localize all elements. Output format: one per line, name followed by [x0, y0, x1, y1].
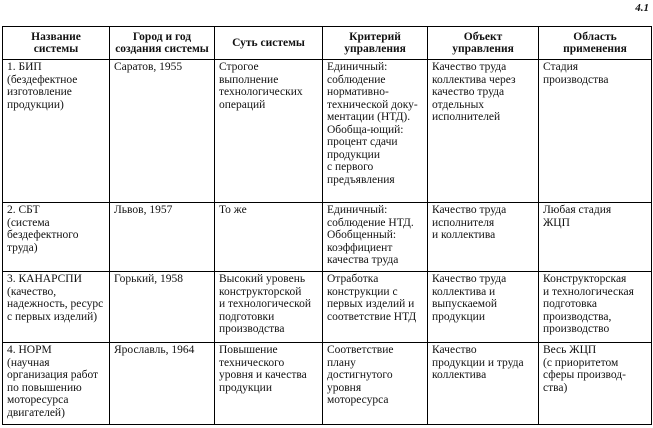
header-line: Название	[31, 30, 81, 43]
cell-line: Качество труда	[432, 273, 507, 285]
cell-line: Соответствие	[327, 344, 394, 356]
cell-line: двигателей)	[7, 406, 65, 419]
cell-line: моторесурса	[7, 394, 69, 406]
cell-line: изготовление	[7, 86, 72, 98]
cell-line: сферы производ-	[543, 369, 626, 381]
cell-line: соблюдение	[327, 73, 386, 86]
cell-line: конструкторской	[219, 285, 302, 298]
header-line: создания системы	[115, 43, 209, 55]
cell-line: уровня	[327, 381, 362, 394]
cell-line: ства)	[543, 381, 568, 394]
cell-application-area	[539, 272, 652, 343]
cell-line: исполнителя	[432, 216, 495, 229]
cell-line: процент сдачи	[327, 136, 398, 148]
cell-city-year	[110, 272, 215, 343]
cell-line: Качество труда	[432, 61, 507, 73]
cell-line: выпускаемой	[432, 298, 497, 310]
cell-application-area	[539, 203, 652, 272]
page-number: 4.1	[635, 2, 649, 14]
header-line: Суть системы	[232, 36, 305, 49]
cell-line: производства	[219, 323, 285, 335]
cell-line: предъявления	[327, 173, 395, 186]
header-application-area	[539, 27, 652, 60]
quality-systems-table	[2, 26, 652, 425]
cell-line: качества труда	[327, 254, 399, 266]
cell-line: продукции	[432, 310, 485, 323]
cell-line: продукции и труда	[432, 356, 524, 369]
cell-line: коллектива	[432, 369, 487, 381]
cell-line: ЖЦП	[543, 216, 570, 229]
cell-line: (научная	[7, 356, 50, 369]
cell-city-year	[110, 343, 215, 425]
cell-line: качество труда	[432, 86, 505, 98]
header-essence	[215, 27, 323, 60]
cell-line: коллектива и	[432, 285, 496, 298]
cell-line: бездефектного	[7, 229, 79, 241]
cell-line: Саратов, 1955	[114, 61, 183, 73]
cell-essence	[215, 203, 323, 272]
header-criterion	[323, 27, 428, 60]
cell-line: Единичный:	[327, 61, 388, 73]
cell-line: Отработка	[327, 273, 379, 285]
cell-line: Повышение	[219, 344, 278, 356]
cell-line: подготовка	[543, 298, 598, 310]
cell-line: коллектива через	[432, 73, 516, 86]
header-line: Объект	[463, 30, 503, 43]
cell-line: конструкции с	[327, 285, 398, 298]
cell-line: технической доку-	[327, 98, 418, 111]
cell-line: продукции)	[7, 98, 64, 111]
cell-line: Качество	[432, 344, 477, 356]
cell-line: соответствие НТД	[327, 310, 417, 323]
cell-line: технического	[219, 356, 285, 369]
cell-line: продукции	[219, 381, 272, 394]
cell-line: Стадия	[543, 61, 579, 73]
cell-application-area	[539, 343, 652, 425]
cell-criterion	[323, 203, 428, 272]
cell-line: и технологическая	[543, 285, 634, 298]
header-system-name	[3, 27, 110, 60]
cell-line: подготовки	[219, 310, 275, 323]
table-row	[3, 272, 652, 343]
cell-system-name	[3, 60, 110, 203]
header-line: Область	[573, 30, 617, 43]
cell-line: Конструкторская	[543, 273, 627, 285]
cell-line: надежность, ресурс	[7, 298, 104, 310]
header-city-year	[110, 27, 215, 60]
table-header-row	[3, 27, 652, 60]
cell-application-area	[539, 60, 652, 203]
cell-line: по повышению	[7, 381, 82, 394]
cell-line: отдельных	[432, 98, 485, 111]
table-row	[3, 203, 652, 272]
cell-line: (качество,	[7, 285, 57, 298]
header-object	[428, 27, 539, 60]
header-line: управления	[344, 43, 406, 55]
cell-line: с первых изделий)	[7, 310, 98, 323]
cell-line: с первого	[327, 161, 374, 173]
cell-line: и коллектива	[432, 229, 496, 241]
cell-line: То же	[219, 204, 247, 216]
cell-line: достигнутого	[327, 369, 393, 381]
cell-line: коэффициент	[327, 241, 393, 254]
cell-line: 4. НОРМ	[7, 344, 52, 356]
cell-line: нормативно-	[327, 86, 389, 98]
cell-line: ментации (НТД).	[327, 111, 411, 123]
cell-line: Любая стадия	[543, 204, 612, 216]
cell-essence	[215, 343, 323, 425]
cell-line: первых изделий и	[327, 298, 415, 310]
cell-line: организация работ	[7, 369, 99, 381]
cell-line: продукции	[327, 148, 380, 161]
cell-line: труда)	[7, 241, 38, 254]
cell-line: Строгое	[219, 61, 259, 73]
table-row	[3, 60, 652, 203]
cell-line: Ярославль, 1964	[114, 344, 195, 356]
cell-object	[428, 203, 539, 272]
cell-criterion	[323, 60, 428, 203]
cell-essence	[215, 60, 323, 203]
cell-criterion	[323, 272, 428, 343]
cell-line: Единичный:	[327, 204, 388, 216]
header-line: применения	[563, 43, 627, 55]
cell-line: уровня и качества	[219, 369, 307, 381]
cell-system-name	[3, 203, 110, 272]
cell-line: технологических	[219, 86, 303, 98]
cell-line: Горький, 1958	[114, 273, 184, 285]
cell-system-name	[3, 343, 110, 425]
cell-line: соблюдение НТД.	[327, 216, 414, 229]
cell-city-year	[110, 203, 215, 272]
cell-line: Качество труда	[432, 204, 507, 216]
header-line: Город и год	[132, 30, 192, 43]
header-line: управления	[452, 43, 514, 55]
cell-line: производства	[543, 73, 609, 86]
cell-object	[428, 272, 539, 343]
cell-line: Весь ЖЦП	[543, 344, 597, 356]
header-line: системы	[33, 43, 79, 55]
cell-line: операций	[219, 98, 266, 111]
cell-line: (с приоритетом	[543, 356, 619, 369]
cell-line: Обобщенный:	[327, 229, 397, 241]
cell-essence	[215, 272, 323, 343]
cell-line: 1. БИП	[7, 61, 42, 73]
cell-line: Высокий уровень	[219, 273, 306, 285]
cell-line: 3. КАНАРСПИ	[7, 273, 82, 285]
cell-line: моторесурса	[327, 394, 389, 406]
cell-system-name	[3, 272, 110, 343]
cell-line: производства,	[543, 310, 612, 323]
cell-line: выполнение	[219, 73, 279, 86]
cell-line: Львов, 1957	[114, 204, 173, 216]
cell-line: исполнителей	[432, 111, 501, 123]
cell-line: (бездефектное	[7, 73, 78, 86]
cell-line: и технологической	[219, 298, 312, 310]
cell-object	[428, 343, 539, 425]
header-line: Критерий	[349, 30, 401, 43]
cell-line: плану	[327, 356, 356, 369]
cell-object	[428, 60, 539, 203]
cell-line: Обобща-ющий:	[327, 123, 404, 136]
cell-line: производство	[543, 323, 610, 335]
cell-criterion	[323, 343, 428, 425]
cell-city-year	[110, 60, 215, 203]
cell-line: (система	[7, 216, 50, 229]
table-row	[3, 343, 652, 425]
cell-line: 2. СБТ	[7, 204, 40, 216]
